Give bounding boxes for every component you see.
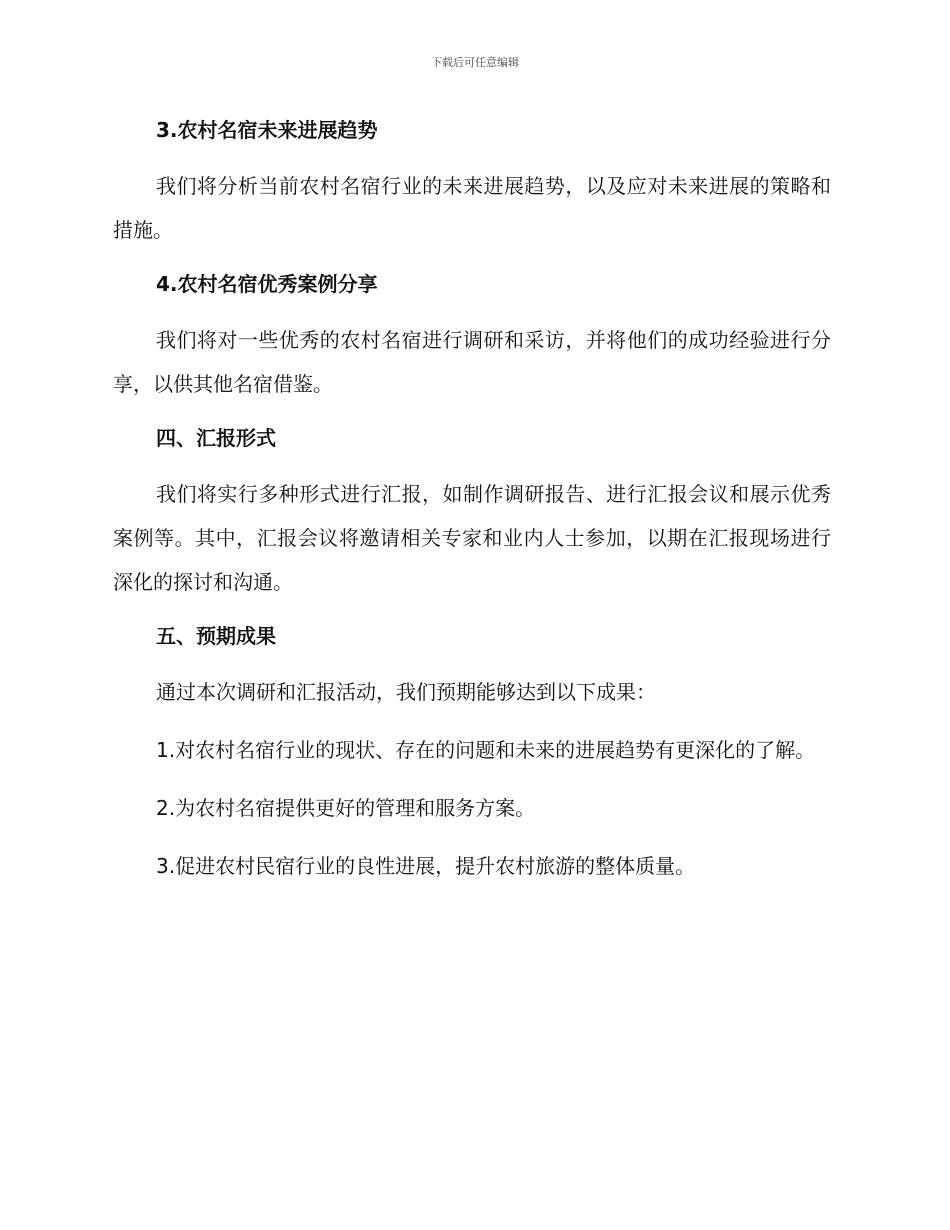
section-heading-3: 3.农村名宿未来进展趋势 [156,118,378,142]
document-body [113,112,831,888]
result-item-2: 2.为农村名宿提供更好的管理和服务方案。 [156,796,536,820]
paragraph-results-intro: 通过本次调研和汇报活动，我们预期能够达到以下成果： [156,680,656,704]
section-heading-expected-results: 五、预期成果 [156,624,276,648]
section-heading-4: 4.农村名宿优秀案例分享 [156,272,378,296]
section-heading-report-format: 四、汇报形式 [156,426,276,450]
result-item-1: 1.对农村名宿行业的现状、存在的问题和未来的进展趋势有更深化的了解。 [156,738,816,762]
paragraph-trend: 我们将分析当前农村名宿行业的未来进展趋势，以及应对未来进展的策略和措施。 [113,174,831,242]
paragraph-cases: 我们将对一些优秀的农村名宿进行调研和采访，并将他们的成功经验进行分享，以供其他名宿借鉴。 [113,328,831,396]
page-header-note: 下载后可任意编辑 [431,56,519,69]
paragraph-report-format: 我们将实行多种形式进行汇报，如制作调研报告、进行汇报会议和展示优秀案例等。其中，汇报会议将邀请相关专家和业内人士参加，以期在汇报现场进行深化的探讨和沟通。 [113,482,831,594]
result-item-3: 3.促进农村民宿行业的良性进展，提升农村旅游的整体质量。 [156,854,696,878]
